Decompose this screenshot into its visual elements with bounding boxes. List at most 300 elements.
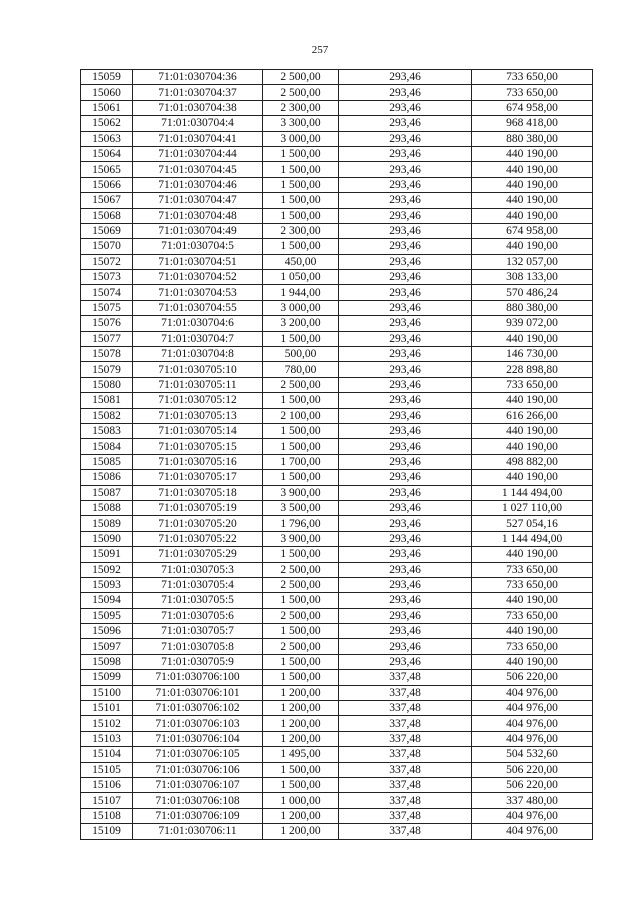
area-cell: 1 050,00 — [263, 270, 339, 285]
cadastral-number-cell: 71:01:030705:17 — [133, 470, 263, 485]
row-number-cell: 15095 — [81, 608, 133, 623]
specific-value-cell: 337,48 — [339, 685, 472, 700]
table-row — [81, 701, 593, 716]
table-row — [81, 223, 593, 238]
table-row — [81, 577, 593, 592]
specific-value-cell: 293,46 — [339, 454, 472, 469]
cadastral-value-cell: 498 882,00 — [472, 454, 593, 469]
table-row — [81, 608, 593, 623]
area-cell: 1 700,00 — [263, 454, 339, 469]
cadastral-value-cell: 404 976,00 — [472, 716, 593, 731]
area-cell: 2 300,00 — [263, 223, 339, 238]
row-number-cell: 15087 — [81, 485, 133, 500]
table-row — [81, 193, 593, 208]
cadastral-value-cell: 440 190,00 — [472, 470, 593, 485]
specific-value-cell: 293,46 — [339, 624, 472, 639]
table-row — [81, 408, 593, 423]
cadastral-value-cell: 733 650,00 — [472, 70, 593, 85]
area-cell: 1 500,00 — [263, 239, 339, 254]
cadastral-value-cell: 440 190,00 — [472, 146, 593, 161]
area-cell: 1 796,00 — [263, 516, 339, 531]
cadastral-number-cell: 71:01:030704:4 — [133, 116, 263, 131]
area-cell: 2 500,00 — [263, 639, 339, 654]
row-number-cell: 15107 — [81, 793, 133, 808]
area-cell: 1 500,00 — [263, 654, 339, 669]
table-row — [81, 146, 593, 161]
specific-value-cell: 293,46 — [339, 331, 472, 346]
specific-value-cell: 293,46 — [339, 162, 472, 177]
cadastral-value-cell: 228 898,80 — [472, 362, 593, 377]
cadastral-value-cell: 440 190,00 — [472, 193, 593, 208]
row-number-cell: 15102 — [81, 716, 133, 731]
cadastral-number-cell: 71:01:030705:19 — [133, 500, 263, 515]
area-cell: 1 500,00 — [263, 624, 339, 639]
row-number-cell: 15063 — [81, 131, 133, 146]
specific-value-cell: 293,46 — [339, 393, 472, 408]
cadastral-value-cell: 440 190,00 — [472, 593, 593, 608]
table-row — [81, 716, 593, 731]
specific-value-cell: 293,46 — [339, 562, 472, 577]
table-row — [81, 547, 593, 562]
row-number-cell: 15091 — [81, 547, 133, 562]
specific-value-cell: 337,48 — [339, 793, 472, 808]
area-cell: 2 100,00 — [263, 408, 339, 423]
specific-value-cell: 337,48 — [339, 777, 472, 792]
table-row — [81, 747, 593, 762]
area-cell: 1 200,00 — [263, 716, 339, 731]
specific-value-cell: 337,48 — [339, 762, 472, 777]
cadastral-value-cell: 404 976,00 — [472, 808, 593, 823]
row-number-cell: 15076 — [81, 316, 133, 331]
cadastral-number-cell: 71:01:030706:103 — [133, 716, 263, 731]
cadastral-number-cell: 71:01:030705:5 — [133, 593, 263, 608]
row-number-cell: 15062 — [81, 116, 133, 131]
specific-value-cell: 293,46 — [339, 100, 472, 115]
cadastral-value-table — [80, 69, 593, 840]
area-cell: 1 200,00 — [263, 685, 339, 700]
table-row — [81, 593, 593, 608]
specific-value-cell: 337,48 — [339, 731, 472, 746]
table-row — [81, 393, 593, 408]
cadastral-value-cell: 146 730,00 — [472, 347, 593, 362]
specific-value-cell: 293,46 — [339, 470, 472, 485]
table-row — [81, 285, 593, 300]
row-number-cell: 15068 — [81, 208, 133, 223]
cadastral-value-cell: 733 650,00 — [472, 639, 593, 654]
row-number-cell: 15059 — [81, 70, 133, 85]
area-cell: 2 500,00 — [263, 608, 339, 623]
specific-value-cell: 293,46 — [339, 639, 472, 654]
area-cell: 2 500,00 — [263, 85, 339, 100]
row-number-cell: 15075 — [81, 300, 133, 315]
row-number-cell: 15077 — [81, 331, 133, 346]
cadastral-number-cell: 71:01:030704:45 — [133, 162, 263, 177]
cadastral-value-cell: 504 532,60 — [472, 747, 593, 762]
specific-value-cell: 293,46 — [339, 316, 472, 331]
cadastral-number-cell: 71:01:030704:37 — [133, 85, 263, 100]
cadastral-value-cell: 506 220,00 — [472, 670, 593, 685]
specific-value-cell: 293,46 — [339, 85, 472, 100]
specific-value-cell: 293,46 — [339, 547, 472, 562]
area-cell: 1 500,00 — [263, 670, 339, 685]
specific-value-cell: 293,46 — [339, 285, 472, 300]
table-row — [81, 162, 593, 177]
cadastral-value-cell: 674 958,00 — [472, 100, 593, 115]
area-cell: 1 500,00 — [263, 777, 339, 792]
table-row — [81, 131, 593, 146]
cadastral-number-cell: 71:01:030706:106 — [133, 762, 263, 777]
cadastral-number-cell: 71:01:030704:53 — [133, 285, 263, 300]
table-row — [81, 470, 593, 485]
area-cell: 1 500,00 — [263, 331, 339, 346]
cadastral-value-cell: 440 190,00 — [472, 162, 593, 177]
row-number-cell: 15086 — [81, 470, 133, 485]
row-number-cell: 15097 — [81, 639, 133, 654]
page-number: 257 — [311, 44, 329, 56]
cadastral-value-cell: 440 190,00 — [472, 654, 593, 669]
table-row — [81, 270, 593, 285]
area-cell: 780,00 — [263, 362, 339, 377]
cadastral-value-cell: 404 976,00 — [472, 824, 593, 839]
specific-value-cell: 337,48 — [339, 701, 472, 716]
cadastral-value-cell: 132 057,00 — [472, 254, 593, 269]
area-cell: 1 500,00 — [263, 146, 339, 161]
specific-value-cell: 293,46 — [339, 208, 472, 223]
cadastral-value-cell: 404 976,00 — [472, 701, 593, 716]
row-number-cell: 15064 — [81, 146, 133, 161]
row-number-cell: 15101 — [81, 701, 133, 716]
cadastral-number-cell: 71:01:030704:49 — [133, 223, 263, 238]
table-row — [81, 516, 593, 531]
area-cell: 1 500,00 — [263, 762, 339, 777]
cadastral-value-cell: 308 133,00 — [472, 270, 593, 285]
row-number-cell: 15108 — [81, 808, 133, 823]
area-cell: 1 500,00 — [263, 439, 339, 454]
row-number-cell: 15104 — [81, 747, 133, 762]
cadastral-value-cell: 616 266,00 — [472, 408, 593, 423]
row-number-cell: 15061 — [81, 100, 133, 115]
cadastral-value-cell: 440 190,00 — [472, 423, 593, 438]
specific-value-cell: 293,46 — [339, 577, 472, 592]
cadastral-number-cell: 71:01:030704:6 — [133, 316, 263, 331]
cadastral-number-cell: 71:01:030706:105 — [133, 747, 263, 762]
cadastral-value-cell: 939 072,00 — [472, 316, 593, 331]
specific-value-cell: 293,46 — [339, 270, 472, 285]
specific-value-cell: 337,48 — [339, 716, 472, 731]
cadastral-value-cell: 506 220,00 — [472, 762, 593, 777]
cadastral-number-cell: 71:01:030705:6 — [133, 608, 263, 623]
row-number-cell: 15082 — [81, 408, 133, 423]
cadastral-number-cell: 71:01:030705:4 — [133, 577, 263, 592]
cadastral-number-cell: 71:01:030704:47 — [133, 193, 263, 208]
cadastral-number-cell: 71:01:030704:7 — [133, 331, 263, 346]
cadastral-value-cell: 440 190,00 — [472, 439, 593, 454]
cadastral-number-cell: 71:01:030704:55 — [133, 300, 263, 315]
area-cell: 1 500,00 — [263, 393, 339, 408]
cadastral-value-cell: 404 976,00 — [472, 731, 593, 746]
cadastral-value-cell: 337 480,00 — [472, 793, 593, 808]
table-row — [81, 670, 593, 685]
area-cell: 3 500,00 — [263, 500, 339, 515]
specific-value-cell: 293,46 — [339, 377, 472, 392]
table-row — [81, 100, 593, 115]
specific-value-cell: 293,46 — [339, 223, 472, 238]
specific-value-cell: 293,46 — [339, 254, 472, 269]
cadastral-value-cell: 527 054,16 — [472, 516, 593, 531]
cadastral-value-cell: 1 144 494,00 — [472, 485, 593, 500]
specific-value-cell: 293,46 — [339, 593, 472, 608]
specific-value-cell: 293,46 — [339, 70, 472, 85]
table-row — [81, 300, 593, 315]
cadastral-number-cell: 71:01:030706:107 — [133, 777, 263, 792]
table-row — [81, 239, 593, 254]
cadastral-value-cell: 733 650,00 — [472, 577, 593, 592]
cadastral-value-cell: 1 027 110,00 — [472, 500, 593, 515]
table-row — [81, 362, 593, 377]
row-number-cell: 15079 — [81, 362, 133, 377]
table-row — [81, 485, 593, 500]
row-number-cell: 15065 — [81, 162, 133, 177]
area-cell: 1 500,00 — [263, 193, 339, 208]
table-row — [81, 316, 593, 331]
table-row — [81, 331, 593, 346]
table-row — [81, 793, 593, 808]
cadastral-number-cell: 71:01:030704:8 — [133, 347, 263, 362]
row-number-cell: 15060 — [81, 85, 133, 100]
area-cell: 1 500,00 — [263, 593, 339, 608]
row-number-cell: 15074 — [81, 285, 133, 300]
table-row — [81, 500, 593, 515]
table-row — [81, 531, 593, 546]
area-cell: 3 900,00 — [263, 531, 339, 546]
table-row — [81, 454, 593, 469]
row-number-cell: 15067 — [81, 193, 133, 208]
cadastral-value-cell: 733 650,00 — [472, 608, 593, 623]
specific-value-cell: 337,48 — [339, 747, 472, 762]
area-cell: 1 495,00 — [263, 747, 339, 762]
cadastral-number-cell: 71:01:030704:5 — [133, 239, 263, 254]
row-number-cell: 15105 — [81, 762, 133, 777]
row-number-cell: 15085 — [81, 454, 133, 469]
row-number-cell: 15072 — [81, 254, 133, 269]
table-body — [81, 70, 593, 840]
area-cell: 450,00 — [263, 254, 339, 269]
table-row — [81, 685, 593, 700]
area-cell: 3 200,00 — [263, 316, 339, 331]
row-number-cell: 15106 — [81, 777, 133, 792]
cadastral-value-cell: 674 958,00 — [472, 223, 593, 238]
area-cell: 1 200,00 — [263, 824, 339, 839]
cadastral-number-cell: 71:01:030706:104 — [133, 731, 263, 746]
cadastral-number-cell: 71:01:030706:108 — [133, 793, 263, 808]
table-row — [81, 116, 593, 131]
area-cell: 1 500,00 — [263, 162, 339, 177]
cadastral-number-cell: 71:01:030705:3 — [133, 562, 263, 577]
specific-value-cell: 293,46 — [339, 531, 472, 546]
area-cell: 3 000,00 — [263, 300, 339, 315]
row-number-cell: 15073 — [81, 270, 133, 285]
table-row — [81, 377, 593, 392]
cadastral-value-cell: 880 380,00 — [472, 300, 593, 315]
specific-value-cell: 293,46 — [339, 500, 472, 515]
table-row — [81, 423, 593, 438]
specific-value-cell: 293,46 — [339, 347, 472, 362]
table-row — [81, 808, 593, 823]
specific-value-cell: 293,46 — [339, 131, 472, 146]
specific-value-cell: 337,48 — [339, 670, 472, 685]
cadastral-number-cell: 71:01:030704:46 — [133, 177, 263, 192]
row-number-cell: 15081 — [81, 393, 133, 408]
specific-value-cell: 293,46 — [339, 146, 472, 161]
specific-value-cell: 293,46 — [339, 408, 472, 423]
area-cell: 3 300,00 — [263, 116, 339, 131]
cadastral-value-cell: 404 976,00 — [472, 685, 593, 700]
cadastral-value-cell: 1 144 494,00 — [472, 531, 593, 546]
row-number-cell: 15096 — [81, 624, 133, 639]
cadastral-number-cell: 71:01:030704:44 — [133, 146, 263, 161]
cadastral-value-cell: 733 650,00 — [472, 377, 593, 392]
cadastral-number-cell: 71:01:030706:109 — [133, 808, 263, 823]
table-row — [81, 562, 593, 577]
area-cell: 2 500,00 — [263, 377, 339, 392]
cadastral-value-cell: 440 190,00 — [472, 239, 593, 254]
table-row — [81, 731, 593, 746]
cadastral-value-cell: 733 650,00 — [472, 562, 593, 577]
cadastral-value-cell: 440 190,00 — [472, 331, 593, 346]
cadastral-value-cell: 880 380,00 — [472, 131, 593, 146]
area-cell: 1 000,00 — [263, 793, 339, 808]
cadastral-number-cell: 71:01:030706:102 — [133, 701, 263, 716]
cadastral-value-cell: 733 650,00 — [472, 85, 593, 100]
cadastral-number-cell: 71:01:030705:18 — [133, 485, 263, 500]
area-cell: 2 500,00 — [263, 70, 339, 85]
table-row — [81, 639, 593, 654]
cadastral-number-cell: 71:01:030706:101 — [133, 685, 263, 700]
cadastral-number-cell: 71:01:030705:20 — [133, 516, 263, 531]
cadastral-value-cell: 506 220,00 — [472, 777, 593, 792]
specific-value-cell: 293,46 — [339, 300, 472, 315]
cadastral-value-cell: 440 190,00 — [472, 624, 593, 639]
area-cell: 1 500,00 — [263, 423, 339, 438]
cadastral-number-cell: 71:01:030705:10 — [133, 362, 263, 377]
specific-value-cell: 293,46 — [339, 516, 472, 531]
row-number-cell: 15093 — [81, 577, 133, 592]
row-number-cell: 15069 — [81, 223, 133, 238]
row-number-cell: 15066 — [81, 177, 133, 192]
cadastral-value-cell: 968 418,00 — [472, 116, 593, 131]
table-row — [81, 208, 593, 223]
cadastral-number-cell: 71:01:030705:14 — [133, 423, 263, 438]
specific-value-cell: 293,46 — [339, 654, 472, 669]
cadastral-number-cell: 71:01:030705:13 — [133, 408, 263, 423]
specific-value-cell: 293,46 — [339, 608, 472, 623]
cadastral-number-cell: 71:01:030705:7 — [133, 624, 263, 639]
row-number-cell: 15083 — [81, 423, 133, 438]
specific-value-cell: 293,46 — [339, 439, 472, 454]
table-row — [81, 177, 593, 192]
specific-value-cell: 337,48 — [339, 824, 472, 839]
cadastral-number-cell: 71:01:030705:8 — [133, 639, 263, 654]
specific-value-cell: 293,46 — [339, 177, 472, 192]
cadastral-value-cell: 570 486,24 — [472, 285, 593, 300]
area-cell: 3 900,00 — [263, 485, 339, 500]
row-number-cell: 15089 — [81, 516, 133, 531]
cadastral-number-cell: 71:01:030705:9 — [133, 654, 263, 669]
cadastral-number-cell: 71:01:030705:22 — [133, 531, 263, 546]
row-number-cell: 15090 — [81, 531, 133, 546]
row-number-cell: 15109 — [81, 824, 133, 839]
row-number-cell: 15094 — [81, 593, 133, 608]
specific-value-cell: 293,46 — [339, 239, 472, 254]
cadastral-value-cell: 440 190,00 — [472, 208, 593, 223]
row-number-cell: 15103 — [81, 731, 133, 746]
table-row — [81, 824, 593, 839]
area-cell: 2 300,00 — [263, 100, 339, 115]
table-row — [81, 762, 593, 777]
cadastral-number-cell: 71:01:030704:52 — [133, 270, 263, 285]
cadastral-value-cell: 440 190,00 — [472, 177, 593, 192]
area-cell: 1 500,00 — [263, 470, 339, 485]
specific-value-cell: 337,48 — [339, 808, 472, 823]
row-number-cell: 15084 — [81, 439, 133, 454]
area-cell: 1 500,00 — [263, 547, 339, 562]
table-row — [81, 347, 593, 362]
area-cell: 2 500,00 — [263, 577, 339, 592]
cadastral-number-cell: 71:01:030704:41 — [133, 131, 263, 146]
table-row — [81, 85, 593, 100]
cadastral-value-cell: 440 190,00 — [472, 393, 593, 408]
area-cell: 3 000,00 — [263, 131, 339, 146]
table-row — [81, 654, 593, 669]
row-number-cell: 15088 — [81, 500, 133, 515]
cadastral-number-cell: 71:01:030704:48 — [133, 208, 263, 223]
area-cell: 1 200,00 — [263, 731, 339, 746]
row-number-cell: 15098 — [81, 654, 133, 669]
cadastral-number-cell: 71:01:030705:12 — [133, 393, 263, 408]
specific-value-cell: 293,46 — [339, 193, 472, 208]
table-row — [81, 777, 593, 792]
row-number-cell: 15078 — [81, 347, 133, 362]
area-cell: 1 500,00 — [263, 208, 339, 223]
area-cell: 1 500,00 — [263, 177, 339, 192]
row-number-cell: 15100 — [81, 685, 133, 700]
row-number-cell: 15070 — [81, 239, 133, 254]
specific-value-cell: 293,46 — [339, 423, 472, 438]
cadastral-number-cell: 71:01:030706:100 — [133, 670, 263, 685]
area-cell: 500,00 — [263, 347, 339, 362]
row-number-cell: 15099 — [81, 670, 133, 685]
cadastral-number-cell: 71:01:030704:51 — [133, 254, 263, 269]
area-cell: 2 500,00 — [263, 562, 339, 577]
area-cell: 1 944,00 — [263, 285, 339, 300]
cadastral-number-cell: 71:01:030704:36 — [133, 70, 263, 85]
area-cell: 1 200,00 — [263, 701, 339, 716]
cadastral-number-cell: 71:01:030705:11 — [133, 377, 263, 392]
specific-value-cell: 293,46 — [339, 116, 472, 131]
cadastral-number-cell: 71:01:030705:15 — [133, 439, 263, 454]
row-number-cell: 15080 — [81, 377, 133, 392]
cadastral-number-cell: 71:01:030705:16 — [133, 454, 263, 469]
area-cell: 1 200,00 — [263, 808, 339, 823]
row-number-cell: 15092 — [81, 562, 133, 577]
cadastral-value-cell: 440 190,00 — [472, 547, 593, 562]
specific-value-cell: 293,46 — [339, 485, 472, 500]
table-row — [81, 254, 593, 269]
table-row — [81, 624, 593, 639]
cadastral-number-cell: 71:01:030706:11 — [133, 824, 263, 839]
cadastral-number-cell: 71:01:030704:38 — [133, 100, 263, 115]
table-row — [81, 70, 593, 85]
